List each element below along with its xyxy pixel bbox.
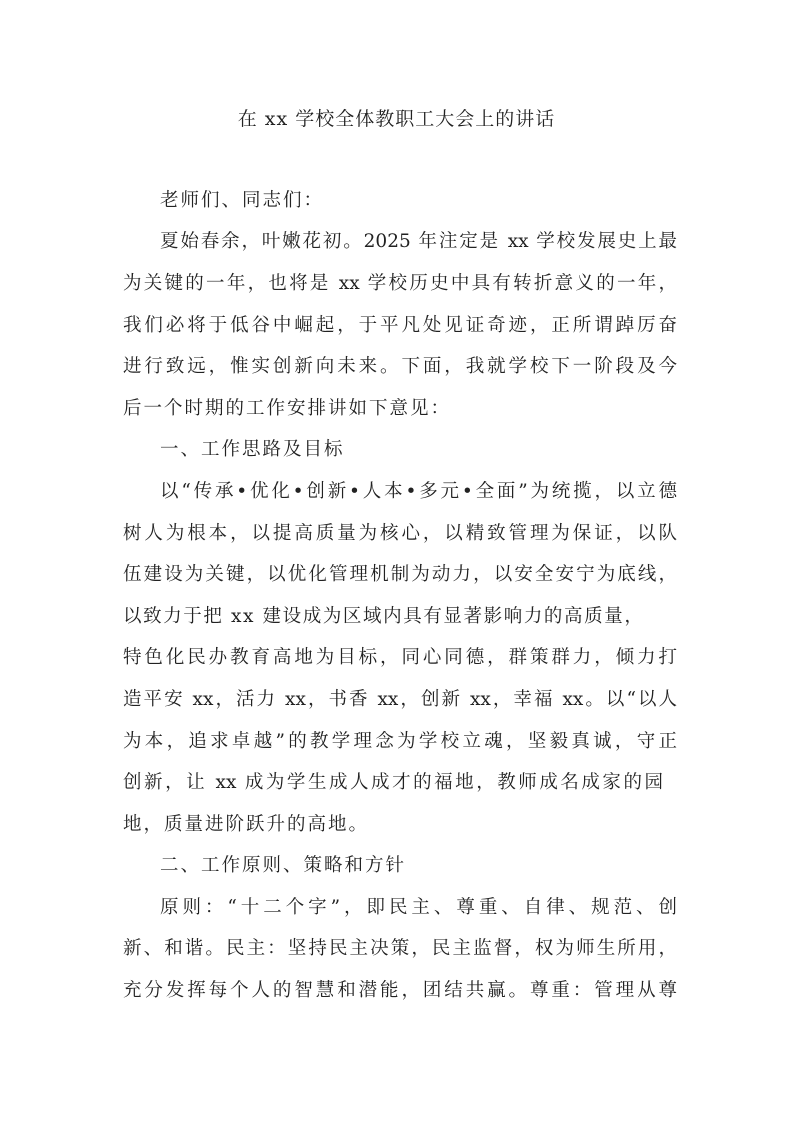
paragraph-line: 新、和谐。民主：坚持民主决策，民主监督，权为师生所用， <box>123 938 677 959</box>
section-heading: 一、工作思路及目标 <box>160 439 345 460</box>
paragraph-line: 为本，追求卓越”的教学理念为学校立魂，坚毅真诚，守正 <box>123 731 677 752</box>
section-heading: 二、工作原则、策略和方针 <box>160 855 407 876</box>
paragraph-line: 充分发挥每个人的智慧和潜能，团结共赢。尊重：管理从尊 <box>123 980 677 1001</box>
paragraph-line: 为关键的一年，也将是 xx 学校历史中具有转折意义的一年， <box>123 273 677 294</box>
paragraph-line: 以致力于把 xx 建设成为区域内具有显著影响力的高质量， <box>123 606 645 627</box>
paragraph-line: 树人为根本，以提高质量为核心，以精致管理为保证，以队 <box>123 523 677 544</box>
paragraph-line: 夏始春余，叶嫩花初。2025 年注定是 xx 学校发展史上最 <box>160 231 677 252</box>
paragraph-line: 后一个时期的工作安排讲如下意见： <box>123 398 452 419</box>
document-title: 在 xx 学校全体教职工大会上的讲话 <box>237 108 556 130</box>
paragraph-line: 伍建设为关键，以优化管理机制为动力，以安全安宁为底线， <box>123 564 677 585</box>
paragraph-line: 创新，让 xx 成为学生成人成才的福地，教师成名成家的园 <box>123 772 663 793</box>
paragraph-line: 造平安 xx，活力 xx，书香 xx，创新 xx，幸福 xx。以“以人 <box>123 689 677 710</box>
paragraph-line: 原则：“十二个字”，即民主、尊重、自律、规范、创 <box>160 897 677 918</box>
paragraph-line: 我们必将于低谷中崛起，于平凡处见证奇迹，正所谓踔厉奋 <box>123 315 677 336</box>
paragraph-line: 进行致远，惟实创新向未来。下面，我就学校下一阶段及今 <box>123 356 677 377</box>
salutation: 老师们、同志们： <box>160 190 325 211</box>
paragraph-line: 特色化民办教育高地为目标，同心同德，群策群力，倾力打 <box>123 647 677 668</box>
paragraph-line: 地，质量进阶跃升的高地。 <box>123 814 370 835</box>
paragraph-line: 以“传承•优化•创新•人本•多元•全面”为统揽，以立德 <box>160 481 677 502</box>
